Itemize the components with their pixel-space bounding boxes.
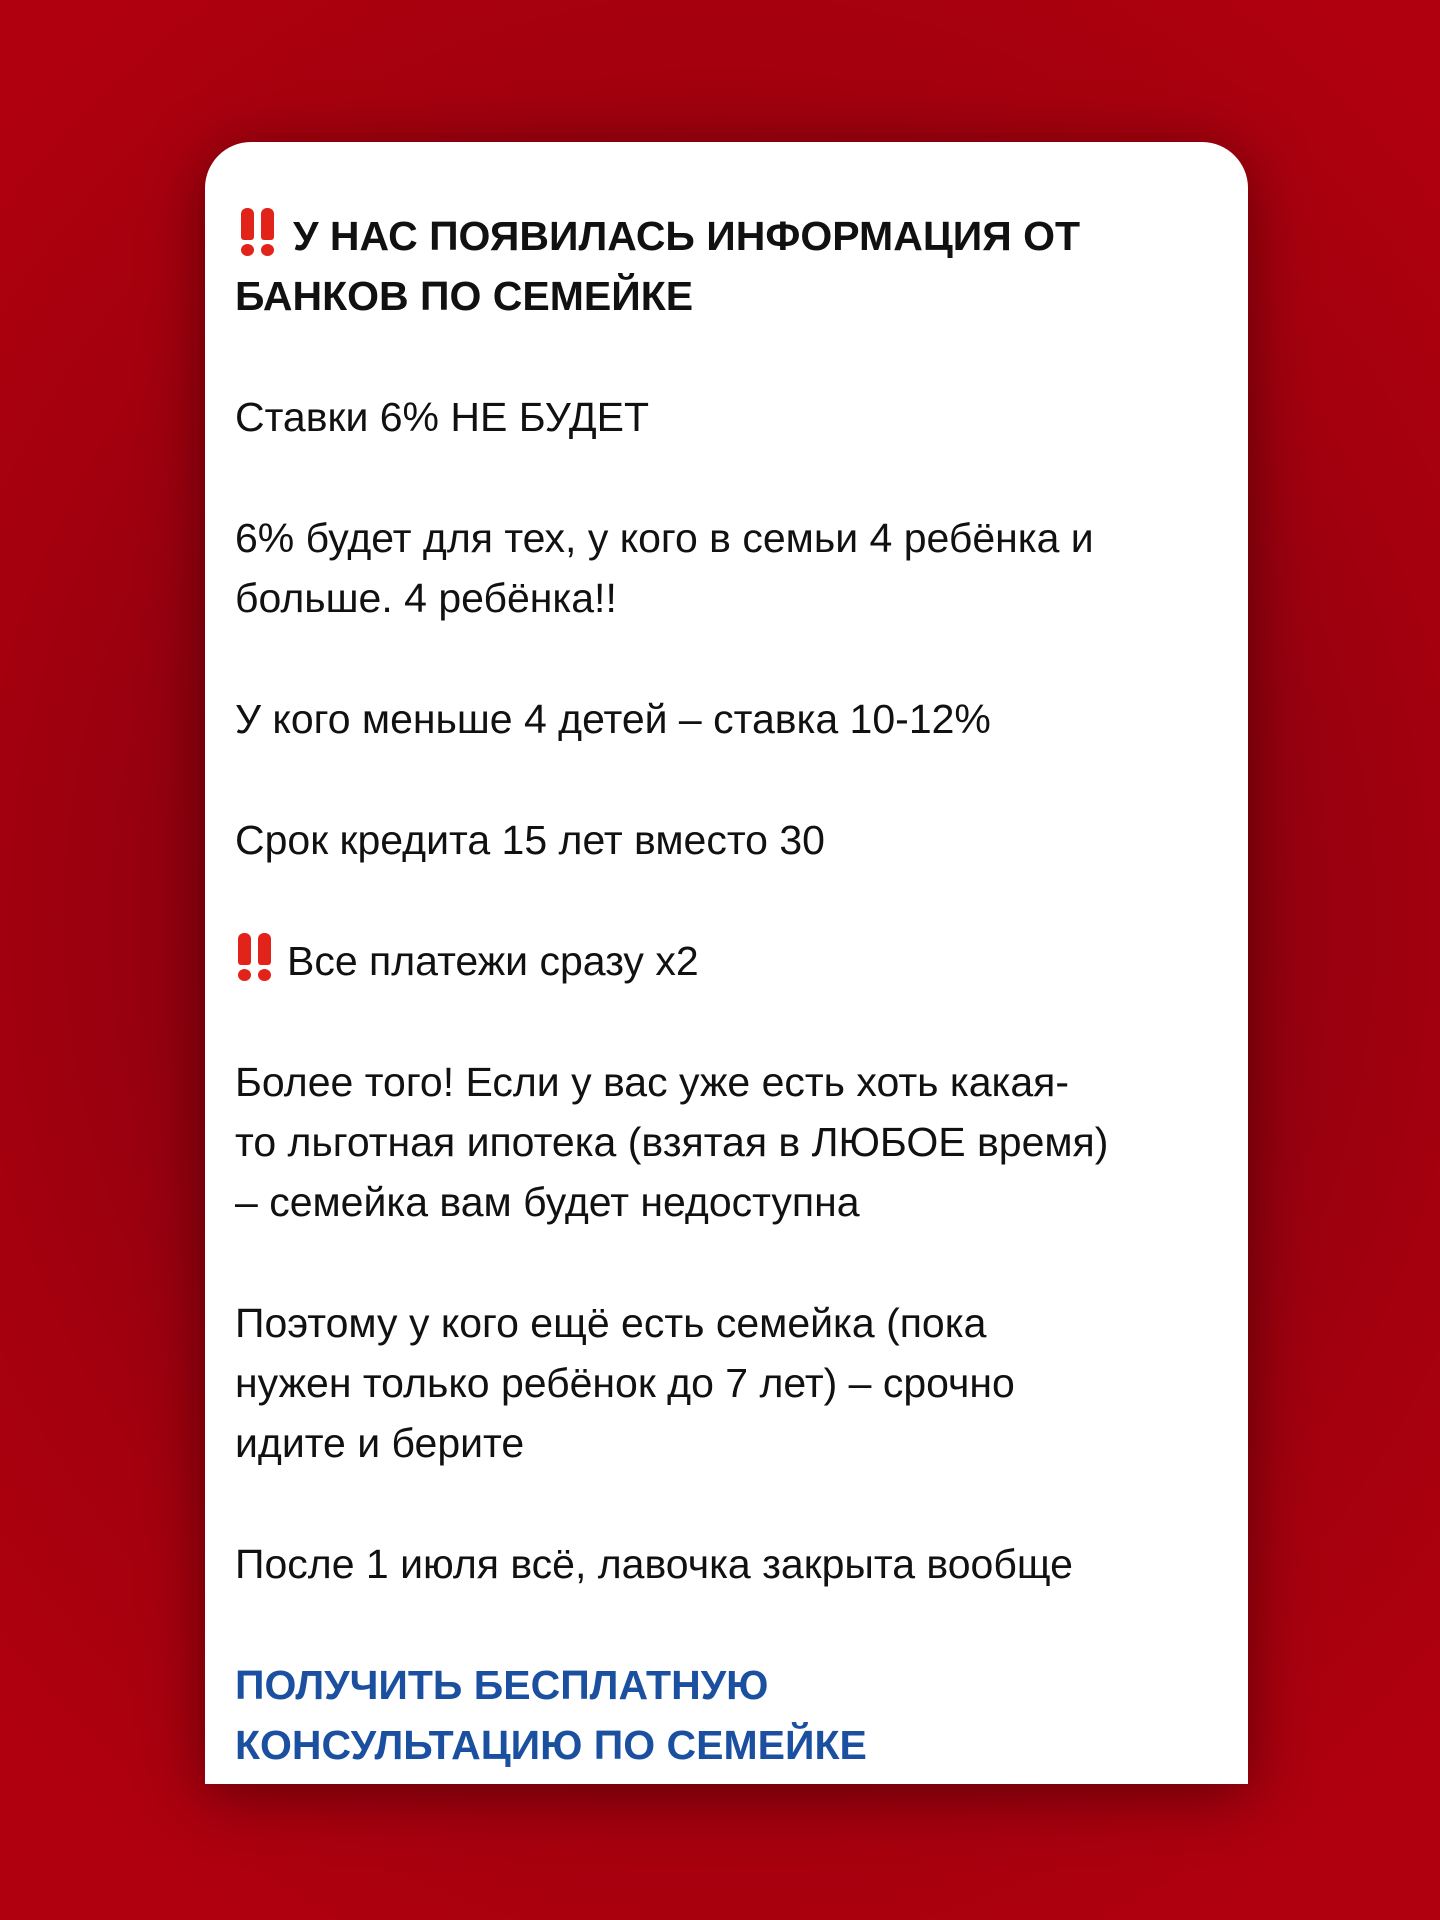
paragraph-payments-text: Все платежи сразу х2 [287,938,699,984]
free-consultation-link[interactable] [235,1655,1212,1775]
cta-line-2[interactable]: КОНСУЛЬТАЦИЮ ПО СЕМЕЙКЕ [235,1722,867,1768]
paragraph-hurry-line-2: нужен только ребёнок до 7 лет) – срочно [235,1360,1015,1406]
paragraph-hurry-line-3: идите и берите [235,1420,525,1466]
paragraph-deadline: После 1 июля всё, лавочка закрыта вообще [235,1541,1073,1587]
message-card [205,142,1248,1784]
paragraph-six-percent-line-2: больше. 4 ребёнка!! [235,575,617,621]
paragraph-fewer-children: У кого меньше 4 детей – ставка 10-12% [235,696,991,742]
paragraph-existing-mortgage-line-2: то льготная ипотека (взятая в ЛЮБОЕ время) [235,1119,1109,1165]
heading-line-1: У НАС ПОЯВИЛАСЬ ИНФОРМАЦИЯ ОТ [293,213,1081,259]
paragraph-loan-term: Срок кредита 15 лет вместо 30 [235,817,825,863]
paragraph-payments [235,931,1212,991]
paragraph-hurry-line-1: Поэтому у кого ещё есть семейка (пока [235,1300,987,1346]
double-exclamation-icon [235,208,285,256]
paragraph-rate: Ставки 6% НЕ БУДЕТ [235,394,650,440]
paragraph-six-percent-line-1: 6% будет для тех, у кого в семьи 4 ребёнка и [235,515,1094,561]
cta-line-1[interactable]: ПОЛУЧИТЬ БЕСПЛАТНУЮ [235,1662,769,1708]
paragraph-existing-mortgage-line-1: Более того! Если у вас уже есть хоть какая- [235,1059,1070,1105]
double-exclamation-icon [235,933,281,981]
paragraph-existing-mortgage [235,1052,1212,1232]
paragraph-six-percent [235,508,1212,628]
paragraph-hurry [235,1293,1212,1473]
post-heading [235,206,1212,326]
paragraph-existing-mortgage-line-3: – семейка вам будет недоступна [235,1179,860,1225]
heading-line-2: БАНКОВ ПО СЕМЕЙКЕ [235,273,694,319]
